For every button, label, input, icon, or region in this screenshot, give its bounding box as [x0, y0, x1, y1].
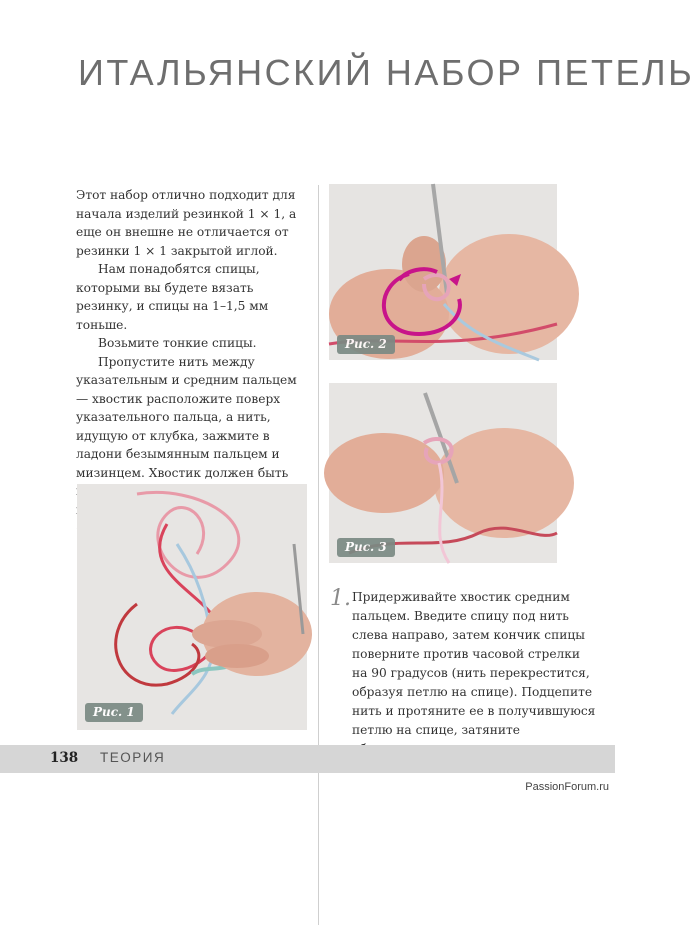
- figure-2-photo: [329, 184, 557, 360]
- step-1: [330, 588, 598, 759]
- step-number: 1.: [330, 586, 351, 611]
- page-number: 138: [50, 750, 79, 766]
- watermark: PassionForum.ru: [525, 781, 609, 793]
- section-name: ТЕОРИЯ: [100, 750, 166, 765]
- page-footer: [0, 745, 615, 773]
- figure-1-label: Рис. 1: [85, 703, 143, 722]
- column-divider: [318, 185, 319, 925]
- page-title: ИТАЛЬЯНСКИЙ НАБОР ПЕТЕЛЬ: [78, 52, 694, 93]
- intro-paragraph: Пропустите нить между указательным и средним пальцем — хвостик расположите поверх указательного пальца, а нить, идущую от клубка, зажмите в ладони безымянным пальцем и мизинцем. Хвостик должен быть: [76, 354, 297, 480]
- figure-2-label: Рис. 2: [337, 335, 395, 354]
- intro-paragraph: Нам понадобятся спицы, которыми вы будете вязать резинку, и спицы на 1–1,5 мм тоньше.: [76, 262, 269, 332]
- figure-3-photo: [329, 383, 557, 563]
- step-text: Придерживайте хвостик средним пальцем. Введите спицу под нить слева направо, затем кончик спицы поверните против часовой стрелки на 90 градусов (нить перекрестится, образуя петлю на спице). Подцепите нить и протяните ее в получившуюся петлю на спице, затяните: [352, 590, 596, 737]
- figure-1-photo: [77, 484, 307, 730]
- yarn-hand-illustration: [77, 484, 307, 730]
- needle-wrap-illustration: [329, 383, 557, 563]
- needle-loop-illustration: [329, 184, 557, 360]
- intro-paragraph: Возьмите тонкие спицы.: [98, 336, 257, 350]
- intro-paragraph: Этот набор отлично подходит для начала изделий резинкой 1 × 1, а еще он внешне не отличается от резинки 1 × 1 закрытой иглой.: [76, 188, 297, 258]
- figure-3-label: Рис. 3: [337, 538, 395, 557]
